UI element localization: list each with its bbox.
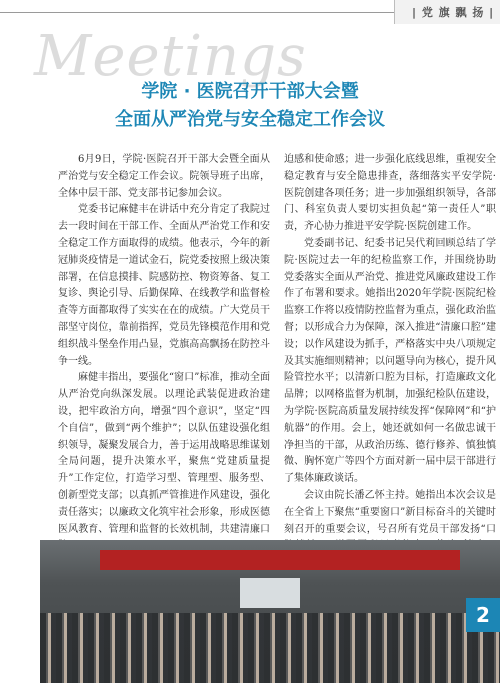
- section-label: | 党 旗 飘 扬 |: [412, 6, 495, 19]
- paragraph: 迫感和使命感；进一步强化底线思维，重视安全稳定教育与安全隐患排查，落细落实平安学院·医院创建各项任务；进一步加强组织领导，各部门、科室负责人要切实担负起“第一责任人”职责，齐心协力推进平安学院·医院创建工作。: [284, 154, 496, 233]
- article-title-line2: 全面从严治党与安全稳定工作会议: [115, 109, 385, 130]
- paragraph: 党委书记麻健丰在讲话中充分肯定了我院过去一段时间在干部工作、全面从严治党工作和安全稳定工作方面取得的成绩。他表示，今年的新冠肺炎疫情是一道试金石，院党委按照上级决策部署，在信息摸排、院感防控、物资筹备、复工复诊、舆论引导、后勤保障、在线教学和监督检查等方面都取得了实实在在的成绩。广大党员干部坚守岗位，靠前指挥，党员先锋模范作用和党组织战斗堡垒作用凸显，党旗高高飘扬在防控斗争一线。: [58, 204, 270, 367]
- decorative-word: Meetings: [34, 24, 307, 89]
- header-rule: [0, 12, 394, 13]
- page-number-badge: 2: [466, 598, 500, 632]
- paragraph: 党委副书记、纪委书记吴代莉回顾总结了学院·医院过去一年的纪检监察工作，并围绕协助党委落实全面从严治党、推进党风廉政建设工作作了布署和要求。她指出2020年学院·医院纪检监察工作将以疫情防控监督为重点，强化政治监督；以形成合力为保障，深入推进“清廉口腔”建设；以作风建设为抓手，严格落实中央八项规定及其实施细则精神；以问题导向为核心，提升风险管控水平；以清新口腔为目标，打造廉政文化品牌；以网格监督为机制，加强纪检队伍建设，为学院·医院高质量发展持续发挥“保障网”和“护航器”的作用。会上，她还就如何一名做忠诚干净担当的干部，从政治历练、德行修养、慎独慎微、胸怀宽广等四个方面对新一届中层干部进行了集体廉政谈话。: [284, 237, 496, 485]
- article-title-line1: 学院 · 医院召开干部大会暨: [141, 81, 359, 102]
- audience-rows: [40, 613, 500, 683]
- paragraph: 6月9日，学院·医院召开干部大会暨全面从严治党与安全稳定工作会议。院领导班子出席，全体中层干部、党支部书记参加会议。: [58, 154, 270, 199]
- stage-banner: [100, 550, 460, 570]
- paragraph: 麻健丰指出，要强化“窗口”标准，推动全面从严治党向纵深发展。以理论武装促进政治建设，把牢政治方向，增强“四个意识”，坚定“四个自信”，做到“两个维护”；以队伍建设强化组织领导，凝聚发展合力，善于运用战略思维谋划全局问题，提升决策水平，聚焦“党建质量提升”工作定位，打造学习型、管理型、服务型、创新型党支部；以真抓严管推进作风建设，强化责任落实；以廉政文化筑牢社会形象，形成医德医风教育、管理和监督的长效机制，共建清廉口: [58, 372, 270, 535]
- meeting-photo: [40, 540, 500, 683]
- projection-screen: [240, 578, 300, 608]
- paragraph: 会议由院长潘乙怀主持。她指出本次会议是在全省上下聚焦“重要窗口”新目标奋斗的关键时刻召开的重要会议，号召所有党员干部发扬“口: [284, 489, 496, 535]
